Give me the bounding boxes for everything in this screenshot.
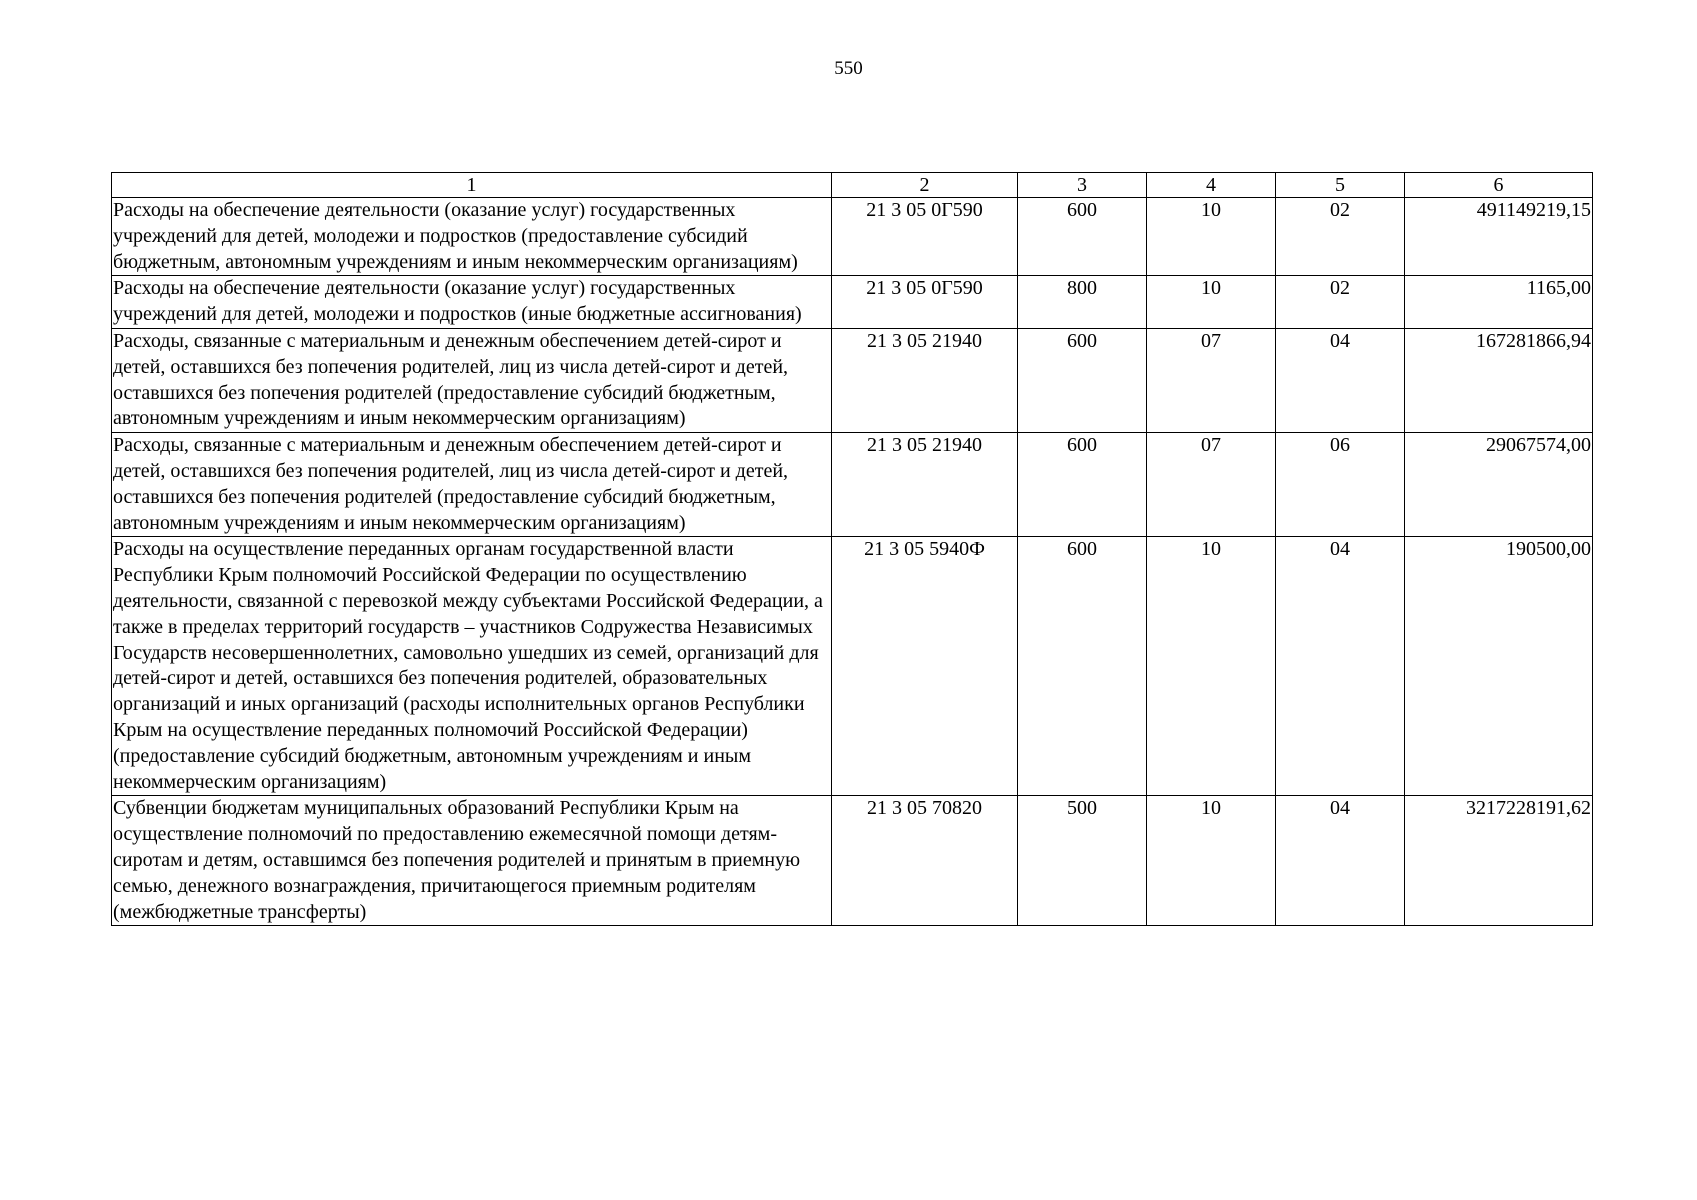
table-row xyxy=(112,276,1593,329)
row-code: 21 3 05 21940 xyxy=(832,328,1018,432)
row-code: 21 3 05 0Г590 xyxy=(832,198,1018,276)
table-row xyxy=(112,433,1593,537)
column-header-6: 6 xyxy=(1405,173,1593,198)
row-amount: 491149219,15 xyxy=(1405,198,1593,276)
row-description: Субвенции бюджетам муниципальных образований Республики Крым на осуществление полномочий по предоставлению ежемесячной помощи детям-сиротам и детям, оставшимся без попечения родителей и принятым в приемную семью, денежного вознаграждения, причитающегося приемным родителям (межбюджетные трансферты) xyxy=(112,796,832,926)
row-code: 21 3 05 0Г590 xyxy=(832,276,1018,329)
row-amount: 1165,00 xyxy=(1405,276,1593,329)
row-code: 21 3 05 70820 xyxy=(832,796,1018,926)
row-col5: 04 xyxy=(1276,796,1405,926)
budget-table xyxy=(111,172,1593,926)
row-amount: 190500,00 xyxy=(1405,537,1593,796)
row-col3: 600 xyxy=(1018,537,1147,796)
column-header-5: 5 xyxy=(1276,173,1405,198)
row-col4: 07 xyxy=(1147,433,1276,537)
row-col5: 04 xyxy=(1276,537,1405,796)
row-description: Расходы на обеспечение деятельности (оказание услуг) государственных учреждений для детей, молодежи и подростков (иные бюджетные ассигнования) xyxy=(112,276,832,329)
row-col3: 600 xyxy=(1018,433,1147,537)
row-col4: 10 xyxy=(1147,796,1276,926)
column-header-3: 3 xyxy=(1018,173,1147,198)
row-col3: 500 xyxy=(1018,796,1147,926)
row-col4: 07 xyxy=(1147,328,1276,432)
row-description: Расходы на осуществление переданных органам государственной власти Республики Крым полномочий Российской Федерации по осуществлению деятельности, связанной с перевозкой между субъектами Российской Федерации, а также в пределах территорий государств – участников Содружества Независимых Государств несовершеннолетних, самовольно ушедших из семей, организаций для детей-сирот и детей, оставшихся без попечения родителей, образовательных организаций и иных организаций (расходы исполнительных органов Республики Крым на осуществление переданных полномочий Российской Федерации) (предоставление субсидий бюджетным, автономным учреждениям и иным некоммерческим организациям) xyxy=(112,537,832,796)
column-header-4: 4 xyxy=(1147,173,1276,198)
table-row xyxy=(112,328,1593,432)
row-description: Расходы, связанные с материальным и денежным обеспечением детей-сирот и детей, оставшихся без попечения родителей, лиц из числа детей-сирот и детей, оставшихся без попечения родителей (предоставление субсидий бюджетным, автономным учреждениям и иным некоммерческим организациям) xyxy=(112,328,832,432)
row-code: 21 3 05 5940Ф xyxy=(832,537,1018,796)
row-col4: 10 xyxy=(1147,276,1276,329)
table-row xyxy=(112,796,1593,926)
table-row xyxy=(112,198,1593,276)
row-col5: 02 xyxy=(1276,198,1405,276)
row-amount: 3217228191,62 xyxy=(1405,796,1593,926)
row-description: Расходы, связанные с материальным и денежным обеспечением детей-сирот и детей, оставшихся без попечения родителей, лиц из числа детей-сирот и детей, оставшихся без попечения родителей (предоставление субсидий бюджетным, автономным учреждениям и иным некоммерческим организациям) xyxy=(112,433,832,537)
column-header-2: 2 xyxy=(832,173,1018,198)
row-col5: 06 xyxy=(1276,433,1405,537)
row-col5: 02 xyxy=(1276,276,1405,329)
row-col3: 600 xyxy=(1018,328,1147,432)
row-col3: 800 xyxy=(1018,276,1147,329)
table-header-row xyxy=(112,173,1593,198)
column-header-1: 1 xyxy=(112,173,832,198)
row-amount: 167281866,94 xyxy=(1405,328,1593,432)
row-code: 21 3 05 21940 xyxy=(832,433,1018,537)
row-col3: 600 xyxy=(1018,198,1147,276)
row-col4: 10 xyxy=(1147,198,1276,276)
row-col4: 10 xyxy=(1147,537,1276,796)
table-row xyxy=(112,537,1593,796)
row-description: Расходы на обеспечение деятельности (оказание услуг) государственных учреждений для детей, молодежи и подростков (предоставление субсидий бюджетным, автономным учреждениям и иным некоммерческим организациям) xyxy=(112,198,832,276)
row-col5: 04 xyxy=(1276,328,1405,432)
page-number: 550 xyxy=(834,58,863,79)
row-amount: 29067574,00 xyxy=(1405,433,1593,537)
